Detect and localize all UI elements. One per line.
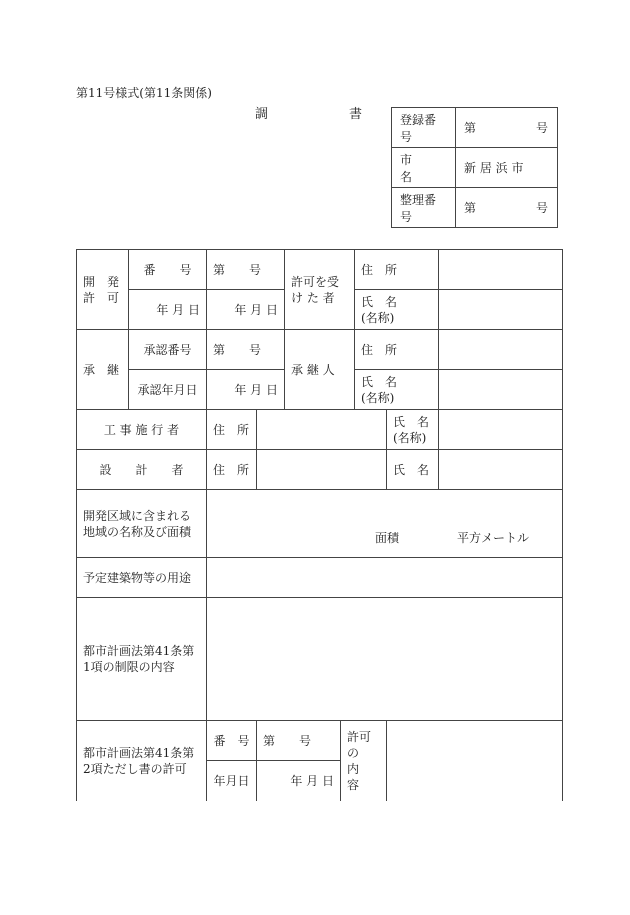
article41-para2-date-field[interactable]: 年 月 日 <box>257 761 341 801</box>
area-field[interactable] <box>207 490 563 558</box>
permit-recipient-name-label <box>355 290 439 330</box>
article41-para2-content-label-line2: 内 容 <box>347 761 372 792</box>
permit-recipient-address-field[interactable] <box>439 250 563 290</box>
successor-address-field[interactable] <box>439 330 563 370</box>
development-permit-label <box>77 250 129 330</box>
designer-name-field[interactable] <box>439 450 563 490</box>
reference-number-field[interactable]: 第 号 <box>456 188 558 228</box>
area-unit-label: 平方メートル <box>457 531 530 545</box>
approval-number-field[interactable]: 第 号 <box>207 330 285 370</box>
permit-recipient-name-field[interactable] <box>439 290 563 330</box>
successor-name-field[interactable] <box>439 370 563 410</box>
contractor-label: 工 事 施 行 者 <box>77 410 207 450</box>
permit-recipient-name-label-line1: 氏 名 <box>361 294 398 309</box>
reference-number-label: 整理番号 <box>392 188 456 228</box>
article41-para2-content-label <box>341 721 387 801</box>
registration-table <box>391 107 558 228</box>
contractor-address-label: 住 所 <box>207 410 257 450</box>
permit-date-label: 年 月 日 <box>129 290 207 330</box>
development-permit-label-line2: 許 可 <box>83 290 120 305</box>
permit-recipient-label <box>285 250 355 330</box>
approval-number-label: 承認番号 <box>129 330 207 370</box>
area-row-label <box>77 490 207 558</box>
article41-para2-content-field[interactable] <box>387 721 563 801</box>
main-form-table <box>76 249 563 801</box>
successor-name-label <box>355 370 439 410</box>
registration-number-label: 登録番号 <box>392 108 456 148</box>
form-number-label: 第11号様式(第11条関係) <box>76 86 212 100</box>
article41-para1-field[interactable] <box>207 598 563 721</box>
permit-date-field[interactable]: 年 月 日 <box>207 290 285 330</box>
designer-address-field[interactable] <box>257 450 387 490</box>
building-use-label: 予定建築物等の用途 <box>77 558 207 598</box>
area-label: 面積 <box>375 531 400 545</box>
contractor-name-label <box>387 410 439 450</box>
permit-recipient-label-line2: け た 者 <box>291 291 335 305</box>
area-row-label-line1: 開発区域に含まれる <box>83 508 192 523</box>
approval-date-label: 承認年月日 <box>129 370 207 410</box>
permit-number-field[interactable]: 第 号 <box>207 250 285 290</box>
article41-para2-content-label-line1: 許可の <box>347 729 372 760</box>
article41-para2-number-field[interactable]: 第 号 <box>257 721 341 761</box>
permit-number-label: 番 号 <box>129 250 207 290</box>
development-permit-label-line1: 開 発 <box>83 274 120 289</box>
successor-name-label-line1: 氏 名 <box>361 374 398 389</box>
permit-recipient-label-line1: 許可を受 <box>291 275 340 289</box>
article41-para1-label <box>77 598 207 721</box>
designer-name-label: 氏 名 <box>387 450 439 490</box>
successor-label: 承 継 人 <box>285 330 355 410</box>
permit-recipient-name-label-line2: (名称) <box>361 310 395 325</box>
article41-para2-label-line1: 都市計画法第41条第 <box>83 745 195 760</box>
contractor-name-label-line2: (名称) <box>393 430 427 445</box>
article41-para2-number-label: 番 号 <box>207 721 257 761</box>
approval-date-field[interactable]: 年 月 日 <box>207 370 285 410</box>
document-title-char-1: 調 <box>255 107 269 122</box>
successor-name-label-line2: (名称) <box>361 390 395 405</box>
city-label: 市 名 <box>392 148 456 188</box>
permit-recipient-address-label: 住 所 <box>355 250 439 290</box>
registration-number-field[interactable]: 第 号 <box>456 108 558 148</box>
article41-para2-label-line2: 2項ただし書の許可 <box>83 761 187 776</box>
area-row-label-line2: 地域の名称及び面積 <box>83 524 192 539</box>
designer-address-label: 住 所 <box>207 450 257 490</box>
article41-para2-label <box>77 721 207 801</box>
document-title-char-2: 書 <box>349 107 363 122</box>
article41-para1-label-line1: 都市計画法第41条第 <box>83 644 195 658</box>
contractor-name-label-line1: 氏 名 <box>393 414 430 429</box>
article41-para2-date-label: 年月日 <box>207 761 257 801</box>
building-use-field[interactable] <box>207 558 563 598</box>
city-field[interactable]: 新 居 浜 市 <box>456 148 558 188</box>
designer-label: 設 計 者 <box>77 450 207 490</box>
successor-address-label: 住 所 <box>355 330 439 370</box>
article41-para1-label-line2: 1項の制限の内容 <box>83 660 175 674</box>
succession-label: 承 継 <box>77 330 129 410</box>
contractor-address-field[interactable] <box>257 410 387 450</box>
contractor-name-field[interactable] <box>439 410 563 450</box>
